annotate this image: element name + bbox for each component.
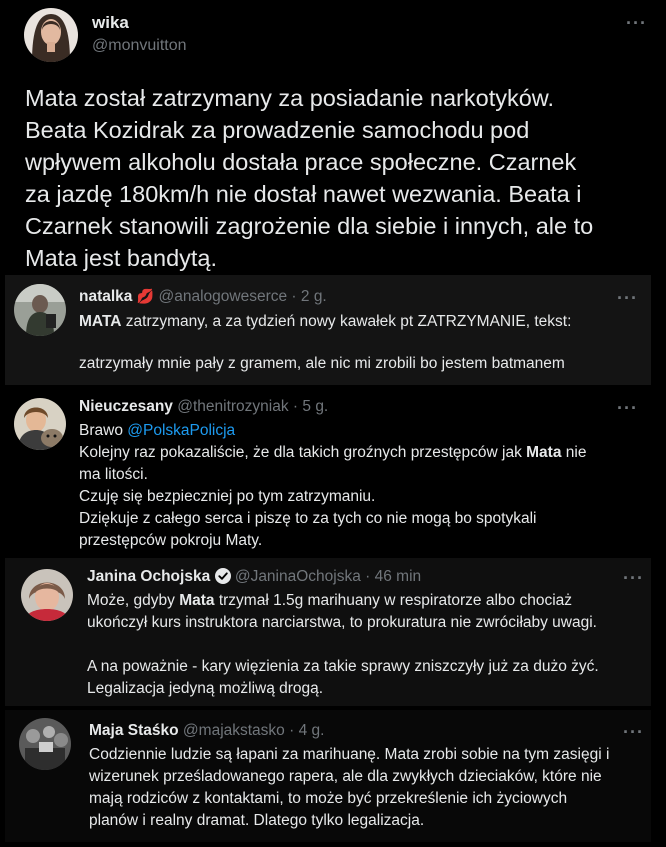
reply-tweet-ochojska[interactable] (5, 558, 651, 706)
reply-text (79, 311, 639, 375)
reply-text-line: ukończył kurs instruktora narciarstwa, to prokuratura nie zwróciłaby uwagi. (87, 614, 597, 631)
bold-mention-mata: Mata (526, 444, 562, 461)
reply-author-name[interactable]: Nieuczesany (79, 398, 173, 415)
lips-emoji-icon: 💋 (136, 288, 155, 304)
reply-timestamp[interactable]: · 2 g. (291, 288, 327, 305)
tweet-text-line: Beata Kozidrak za prowadzenie samochodu pod (25, 117, 530, 143)
more-options-icon[interactable]: ··· (623, 722, 644, 742)
bold-mention-mata: MATA (79, 313, 122, 330)
tweet-text-line: Mata jest bandytą. (25, 245, 218, 271)
reply-timestamp[interactable]: · 4 g. (289, 722, 325, 739)
more-options-icon[interactable]: ··· (623, 568, 644, 588)
reply-header (89, 722, 324, 740)
reply-text (89, 744, 649, 832)
tweet-text (25, 82, 645, 274)
reply-tweet-stasko[interactable] (5, 710, 651, 842)
reply-text-line: Dziękuje z całego serca i piszę to za tych co nie mogą bo spotykali (79, 510, 537, 527)
tweet-text-line: za jazdę 180km/h nie dostał nawet wezwania. Beata i (25, 181, 582, 207)
reply-text-line: Codziennie ludzie są łapani za marihuanę. Mata zrobi sobie na tym zasięgi i (89, 746, 610, 763)
reply-author-name[interactable]: Janina Ochojska (87, 568, 211, 585)
verified-badge-icon (215, 568, 231, 589)
reply-author-handle[interactable]: @JaninaOchojska (234, 568, 361, 585)
reply-text-line: trzymał 1.5g marihuany w respiratorze albo chociaż (214, 592, 573, 609)
avatar-nieuczesany[interactable] (14, 398, 66, 450)
avatar-ochojska[interactable] (21, 569, 73, 621)
reply-text-line: Może, gdyby (87, 592, 180, 609)
reply-tweet-nieuczesany[interactable] (5, 390, 651, 550)
reply-author-handle[interactable]: @analogoweserce (158, 288, 288, 305)
reply-tweet-natalka[interactable] (5, 275, 651, 385)
reply-text-line: zatrzymały mnie pały z gramem, ale nic mi zrobili bo jestem batmanem (79, 355, 565, 372)
reply-timestamp[interactable]: · 46 min (365, 568, 422, 585)
more-options-icon[interactable]: ··· (617, 398, 638, 418)
avatar-stasko[interactable] (19, 718, 71, 770)
tweet-text-line: wpływem alkoholu dostała prace społeczne. Czarnek (25, 149, 577, 175)
bold-mention-mata: Mata (179, 592, 215, 609)
reply-text-line: A na poważnie - kary więzienia za takie sprawy zniszczyły już za dużo żyć. (87, 658, 599, 675)
author-name[interactable]: wika (92, 13, 129, 32)
main-tweet[interactable] (0, 0, 666, 272)
author-handle[interactable]: @monvuitton (92, 37, 187, 54)
reply-text-line: mają rodziców z kontaktami, to może być przekreślenie ich życiowych (89, 790, 568, 807)
more-options-icon[interactable]: ··· (617, 288, 638, 308)
reply-text-line: zatrzymany, a za tydzień nowy kawałek pt ZATRZYMANIE, tekst: (121, 313, 572, 330)
avatar-natalka[interactable] (14, 284, 66, 336)
reply-header (87, 568, 421, 589)
reply-author-handle[interactable]: @majakstasko (182, 722, 285, 739)
reply-text-line: planów i realny dramat. Dlatego tylko legalizacja. (89, 812, 425, 829)
reply-text-line: Kolejny raz pokazaliście, że dla takich groźnych przestępców jak (79, 444, 527, 461)
reply-author-name[interactable]: natalka (79, 288, 133, 305)
reply-text (87, 590, 647, 700)
reply-author-handle[interactable]: @thenitrozyniak (177, 398, 289, 415)
tweet-text-line: Mata został zatrzymany za posiadanie narkotyków. (25, 85, 555, 111)
reply-text-line: Brawo (79, 422, 128, 439)
reply-timestamp[interactable]: · 5 g. (292, 398, 329, 415)
reply-text (79, 420, 639, 552)
more-options-icon[interactable]: ··· (626, 13, 647, 33)
reply-text-line: ma litości. (79, 466, 148, 483)
reply-text-line: nie (561, 444, 587, 461)
reply-author-name[interactable]: Maja Staśko (89, 722, 179, 739)
mention-link[interactable]: @PolskaPolicja (127, 422, 236, 439)
tweet-text-line: Czarnek stanowili zagrożenie dla siebie i innych, ale to (25, 213, 594, 239)
reply-text-line: wizerunek prześladowanego rapera, ale dla zwykłych dzieciaków, które nie (89, 768, 602, 785)
reply-header (79, 288, 327, 306)
reply-text-line: przestępców pokroju Maty. (79, 532, 263, 549)
avatar-wika[interactable] (24, 8, 78, 62)
reply-text-line: Czuję się bezpieczniej po tym zatrzymaniu. (79, 488, 376, 505)
reply-text-line: Legalizacja jedyną możliwą drogą. (87, 680, 324, 697)
reply-header (79, 398, 328, 416)
